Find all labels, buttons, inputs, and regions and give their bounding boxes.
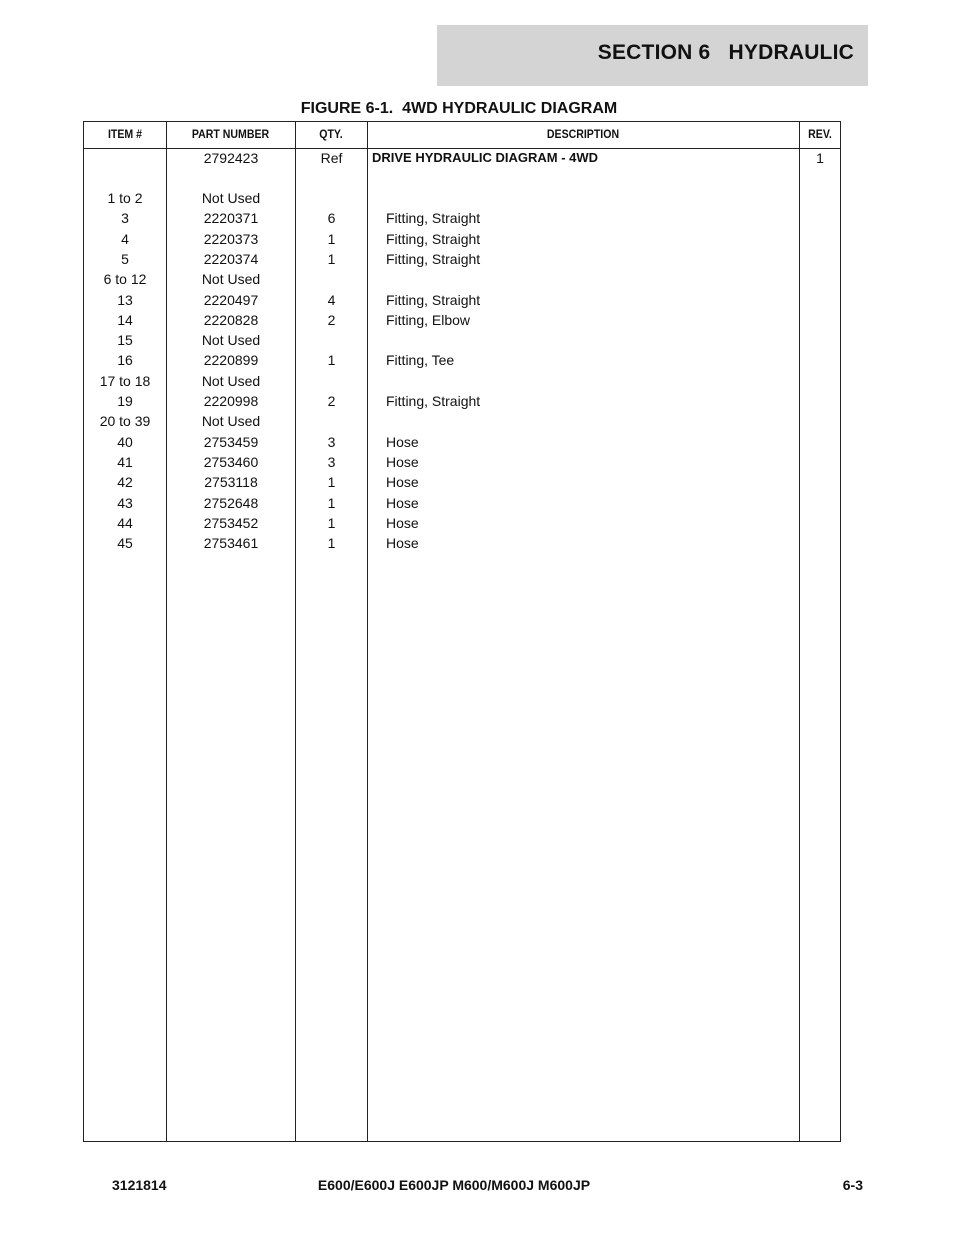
row-part-number: 2752648 (203, 495, 259, 511)
footer-models: E600/E600J E600JP M600/M600J M600JP (317, 1177, 591, 1193)
row-part-number: 2753461 (203, 535, 259, 551)
row-item-number: 13 (117, 292, 133, 308)
row-description: Hose (386, 515, 419, 531)
row-part-number: 2753459 (203, 434, 259, 450)
row-part-number: Not Used (201, 413, 261, 429)
column-divider (799, 122, 800, 1141)
row-quantity: 6 (327, 210, 336, 226)
row-quantity: 1 (327, 495, 336, 511)
row-item-number: 41 (117, 454, 133, 470)
row-part-number: 2220899 (203, 352, 259, 368)
row-part-number: 2220998 (203, 393, 259, 409)
row-item-number: 16 (117, 352, 133, 368)
row-item-number: 15 (117, 332, 133, 348)
row-quantity: 1 (327, 474, 336, 490)
row-item-number: 14 (117, 312, 133, 328)
row-quantity: 3 (327, 454, 336, 470)
row-item-number: 5 (121, 251, 129, 267)
row-part-number: 2220828 (203, 312, 259, 328)
row-description: Fitting, Straight (386, 251, 481, 267)
row-description: Fitting, Tee (386, 352, 455, 368)
row-quantity: 1 (327, 535, 336, 551)
main-rev: 1 (816, 150, 824, 166)
row-description: Hose (386, 495, 419, 511)
figure-title: FIGURE 6-1. 4WD HYDRAULIC DIAGRAM (300, 100, 618, 117)
main-part-number: 2792423 (203, 150, 259, 166)
row-item-number: 19 (117, 393, 133, 409)
parts-table (83, 121, 841, 1142)
row-item-number: 20 to 39 (99, 413, 151, 429)
row-item-number: 1 to 2 (107, 190, 143, 206)
row-item-number: 44 (117, 515, 133, 531)
row-description: Fitting, Straight (386, 231, 481, 247)
row-part-number: 2220497 (203, 292, 259, 308)
row-item-number: 45 (117, 535, 133, 551)
row-description: Hose (386, 535, 419, 551)
row-item-number: 17 to 18 (99, 373, 151, 389)
section-header (437, 25, 868, 86)
footer-doc-number: 3121814 (112, 1177, 167, 1193)
row-item-number: 3 (121, 210, 129, 226)
row-quantity: 2 (327, 393, 336, 409)
row-part-number: 2220371 (203, 210, 259, 226)
row-part-number: 2220374 (203, 251, 259, 267)
row-description: Hose (386, 434, 419, 450)
row-description: Hose (386, 474, 419, 490)
row-description: Fitting, Straight (386, 393, 481, 409)
row-item-number: 42 (117, 474, 133, 490)
row-part-number: Not Used (201, 373, 261, 389)
column-divider (295, 122, 296, 1141)
row-description: Hose (386, 454, 419, 470)
row-description: Fitting, Elbow (386, 312, 471, 328)
row-item-number: 40 (117, 434, 133, 450)
row-part-number: 2220373 (203, 231, 259, 247)
column-header-rev: REV. (808, 127, 832, 141)
column-divider (367, 122, 368, 1141)
row-quantity: 1 (327, 515, 336, 531)
row-quantity: 3 (327, 434, 336, 450)
row-item-number: 43 (117, 495, 133, 511)
section-title: SECTION 6 HYDRAULIC (597, 41, 854, 64)
main-description: DRIVE HYDRAULIC DIAGRAM - 4WD (372, 150, 599, 165)
footer-page-number: 6-3 (842, 1177, 863, 1193)
row-quantity: 1 (327, 352, 336, 368)
column-header-part-number: PART NUMBER (191, 127, 270, 141)
row-description: Fitting, Straight (386, 210, 481, 226)
column-header-qty: QTY. (319, 127, 343, 141)
row-part-number: Not Used (201, 271, 261, 287)
row-quantity: 4 (327, 292, 336, 308)
column-header-description: DESCRIPTION (546, 127, 620, 141)
header-divider (84, 148, 840, 149)
row-part-number: 2753118 (204, 474, 258, 490)
row-item-number: 6 to 12 (103, 271, 147, 287)
column-header-item: ITEM # (107, 127, 143, 141)
row-part-number: 2753460 (203, 454, 259, 470)
row-quantity: 2 (327, 312, 336, 328)
row-quantity: 1 (327, 231, 336, 247)
row-quantity: 1 (327, 251, 336, 267)
row-item-number: 4 (121, 231, 129, 247)
row-part-number: Not Used (201, 190, 261, 206)
main-qty: Ref (320, 150, 343, 166)
row-part-number: Not Used (201, 332, 261, 348)
row-description: Fitting, Straight (386, 292, 481, 308)
row-part-number: 2753452 (203, 515, 259, 531)
